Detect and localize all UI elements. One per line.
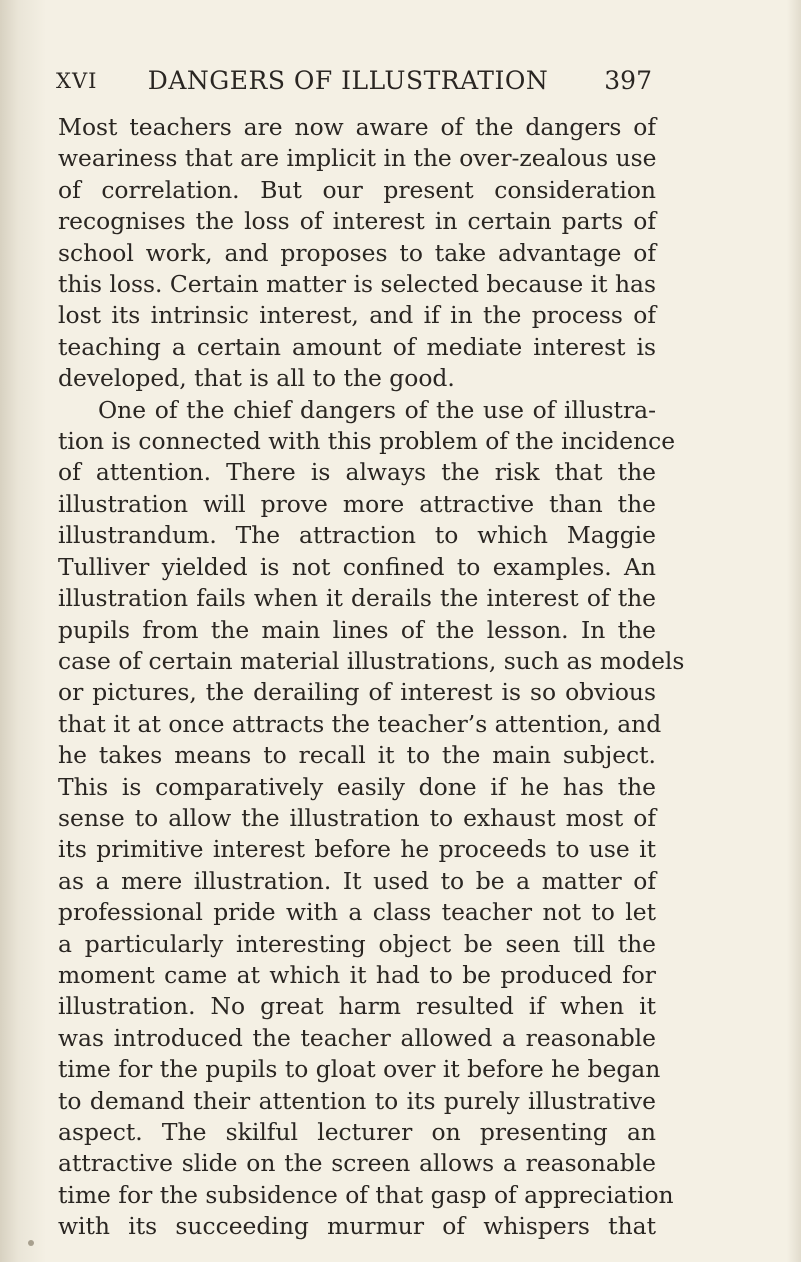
running-title: DANGERS OF ILLUSTRATION — [147, 66, 549, 95]
text-line: teaching a certain amount of mediate interest is — [58, 332, 656, 361]
text-line: time for the pupils to gloat over it before he began — [58, 1055, 661, 1084]
text-line: illustration will prove more attractive than the — [58, 489, 656, 518]
text-line: time for the subsidence of that gasp of appreciation — [58, 1180, 674, 1209]
text-line: a particularly interesting object be seen till the — [58, 929, 656, 958]
text-line: This is comparatively easily done if he has the — [58, 772, 656, 801]
text-line: to demand their attention to its purely illustrative — [58, 1086, 656, 1115]
text-line: illustrandum. The attraction to which Maggie — [58, 521, 656, 550]
text-line: One of the chief dangers of the use of illustra- — [98, 395, 656, 424]
text-line: attractive slide on the screen allows a reasonable — [58, 1149, 656, 1178]
text-line: Tulliver yielded is not confined to examples. An — [58, 552, 656, 581]
body-text — [58, 112, 685, 1243]
text-line: recognises the loss of interest in certain parts of — [58, 207, 656, 236]
running-head — [56, 64, 652, 98]
text-line: that it at once attracts the teacher’s attention, and — [58, 709, 662, 738]
text-line: Most teachers are now aware of the dangers of — [58, 113, 656, 141]
text-line: pupils from the main lines of the lesson. In the — [58, 615, 656, 644]
text-line: this loss. Certain matter is selected because it has — [58, 270, 656, 299]
page-number: 397 — [604, 66, 652, 95]
text-line: professional pride with a class teacher not to let — [58, 898, 656, 927]
text-line: illustration fails when it derails the interest of the — [58, 584, 656, 613]
text-line: lost its intrinsic interest, and if in the process of — [58, 301, 656, 330]
text-line: he takes means to recall it to the main subject. — [58, 741, 656, 770]
text-line: developed, that is all to the good. — [58, 364, 455, 393]
text-line: moment came at which it had to be produced for — [58, 960, 656, 989]
text-line: sense to allow the illustration to exhaust most of — [58, 803, 656, 832]
text-line: or pictures, the derailing of interest is so obvious — [58, 678, 656, 707]
text-line: aspect. The skilful lecturer on presenting an — [58, 1118, 656, 1146]
text-line: illustration. No great harm resulted if when it — [58, 992, 656, 1021]
paragraph-2 — [58, 395, 685, 1243]
text-line: tion is connected with this problem of the incidence — [58, 427, 676, 456]
paper-blemish — [28, 1240, 34, 1246]
text-line: its primitive interest before he proceeds to use it — [58, 835, 656, 864]
text-line: of attention. There is always the risk that the — [58, 458, 656, 487]
paragraph-1 — [58, 112, 656, 395]
text-line: as a mere illustration. It used to be a matter of — [58, 866, 656, 895]
text-line: of correlation. But our present consideration — [58, 175, 656, 204]
text-line: case of certain material illustrations, such as models — [58, 646, 685, 675]
text-line: with its succeeding murmur of whispers that — [58, 1212, 656, 1241]
chapter-number: XVI — [56, 69, 98, 93]
text-line: was introduced the teacher allowed a reasonable — [58, 1023, 656, 1052]
text-line: school work, and proposes to take advantage of — [58, 238, 656, 267]
text-line: weariness that are implicit in the over-zealous use — [58, 144, 657, 173]
